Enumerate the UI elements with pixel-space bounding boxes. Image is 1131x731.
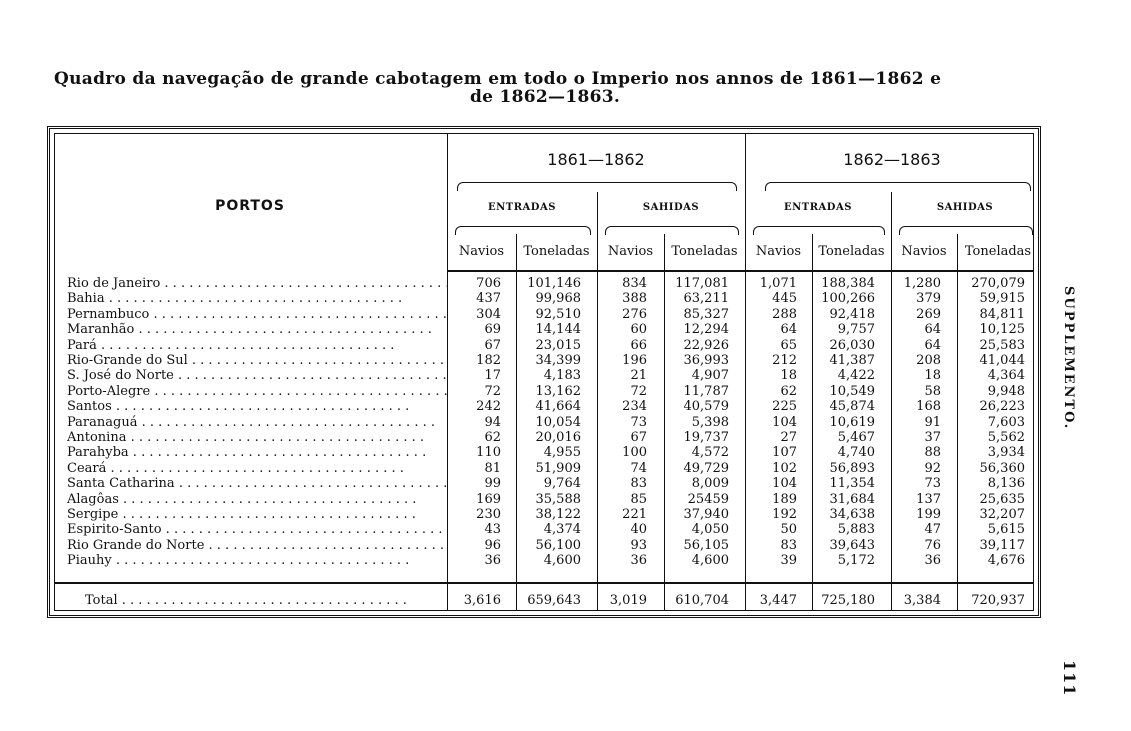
table-cell: 4,050 <box>691 522 729 538</box>
table-cell: 10,125 <box>979 322 1025 338</box>
table-cell: 168 <box>916 399 941 415</box>
col-toneladas: Toneladas <box>671 244 738 259</box>
table-cell: 834 <box>622 276 647 291</box>
table-cell: 4,676 <box>987 553 1025 569</box>
table-cell: 39,643 <box>829 537 875 553</box>
table-cell: 31,684 <box>829 491 875 507</box>
table-cell: 73 <box>924 476 941 492</box>
table-cell: 38,122 <box>535 507 581 522</box>
port-name: S. José do Norte . . . <box>67 368 447 383</box>
title-line-1: Quadro da navegação de grande cabotagem em todo o Imperio nos annos de 1861—1862 e <box>54 69 942 89</box>
table-cell: 41,664 <box>535 399 581 415</box>
table-cell: 10,054 <box>535 414 581 430</box>
table-cell: 56,360 <box>979 460 1025 476</box>
p1-entradas-label: ENTRADAS <box>488 202 556 213</box>
port-name: Antonina . . . <box>67 430 447 445</box>
table-cell: 92 <box>924 460 941 476</box>
table-row <box>55 399 1033 414</box>
page-number: 111 <box>1060 660 1079 697</box>
col-navios: Navios <box>607 244 654 259</box>
table-cell: 62 <box>780 383 797 399</box>
total-cell: 3,616 <box>463 593 501 608</box>
table-cell: 56,100 <box>535 537 581 553</box>
table-cell: 5,562 <box>987 430 1025 445</box>
table-cell: 22,926 <box>683 337 729 353</box>
brace <box>899 226 1033 235</box>
p2-sahidas-label: SAHIDAS <box>936 202 994 213</box>
table-cell: 4,907 <box>691 368 729 384</box>
table-cell: 14,144 <box>535 322 581 338</box>
table-cell: 270,079 <box>971 276 1025 291</box>
table-row <box>55 322 1033 337</box>
col-toneladas: Toneladas <box>523 244 590 259</box>
table-cell: 20,016 <box>535 430 581 445</box>
period-1-brace <box>457 182 737 191</box>
port-name: Maranhão . . . <box>67 322 447 337</box>
table-cell: 276 <box>622 306 647 322</box>
table-cell: 388 <box>622 291 647 307</box>
table-cell: 96 <box>484 537 501 553</box>
table-cell: 104 <box>772 414 797 430</box>
table-cell: 69 <box>484 322 501 338</box>
table-cell: 37 <box>924 430 941 445</box>
table-cell: 81 <box>484 460 501 476</box>
table-cell: 9,948 <box>987 383 1025 399</box>
table-cell: 72 <box>484 383 501 399</box>
table-row <box>55 291 1033 306</box>
table-cell: 221 <box>622 507 647 522</box>
table-cell: 269 <box>916 306 941 322</box>
portos-header: PORTOS <box>215 198 285 214</box>
table-cell: 5,615 <box>987 522 1025 538</box>
table-cell: 25,583 <box>979 337 1025 353</box>
total-cell: 3,384 <box>903 593 941 608</box>
table-row <box>55 338 1033 353</box>
table-cell: 64 <box>924 337 941 353</box>
table-row <box>55 461 1033 476</box>
table-cell: 32,207 <box>979 507 1025 522</box>
table-row <box>55 415 1033 430</box>
table-cell: 4,364 <box>987 368 1025 384</box>
table-cell: 39,117 <box>979 537 1025 553</box>
title-line-2: de 1862—1863. <box>470 87 621 107</box>
table-cell: 5,883 <box>837 522 875 538</box>
table-cell: 60 <box>630 322 647 338</box>
table-cell: 74 <box>630 460 647 476</box>
table-cell: 64 <box>924 322 941 338</box>
supplement-side-label: SUPPLEMENTO. <box>1061 286 1076 431</box>
total-row <box>55 591 1033 611</box>
table-cell: 21 <box>630 368 647 384</box>
table-cell: 23,015 <box>535 337 581 353</box>
table-cell: 304 <box>476 306 501 322</box>
table-row <box>55 276 1033 291</box>
table-cell: 117,081 <box>675 276 729 291</box>
table-body <box>54 133 1034 611</box>
table-cell: 25459 <box>687 491 729 507</box>
table-cell: 58 <box>924 383 941 399</box>
total-cell: 3,019 <box>609 593 647 608</box>
table-cell: 212 <box>772 353 797 368</box>
table-cell: 12,294 <box>683 322 729 338</box>
table-cell: 99,968 <box>535 291 581 307</box>
port-name: Pernambuco . . . <box>67 307 447 322</box>
table-cell: 37,940 <box>683 507 729 522</box>
table-cell: 34,638 <box>829 507 875 522</box>
table-cell: 4,374 <box>543 522 581 538</box>
table-cell: 4,740 <box>837 445 875 461</box>
table-cell: 83 <box>780 537 797 553</box>
table-cell: 94 <box>484 414 501 430</box>
page-title <box>54 70 1044 106</box>
table-cell: 10,619 <box>829 414 875 430</box>
port-name: Alagôas . . . <box>67 492 447 507</box>
port-name: Piauhy . . . <box>67 553 447 568</box>
total-cell: 610,704 <box>675 593 729 608</box>
port-name: Rio-Grande do Sul . . . <box>67 353 447 368</box>
table-cell: 63,211 <box>683 291 729 307</box>
table-cell: 11,354 <box>829 476 875 492</box>
table-cell: 11,787 <box>683 383 729 399</box>
table-cell: 18 <box>924 368 941 384</box>
table-cell: 445 <box>772 291 797 307</box>
table-cell: 34,399 <box>535 353 581 368</box>
table-row <box>55 553 1033 568</box>
table-cell: 56,893 <box>829 460 875 476</box>
table-cell: 26,030 <box>829 337 875 353</box>
port-name: Ceará . . . <box>67 461 447 476</box>
table-cell: 36,993 <box>683 353 729 368</box>
table-cell: 7,603 <box>987 414 1025 430</box>
table-cell: 59,915 <box>979 291 1025 307</box>
table-cell: 25,635 <box>979 491 1025 507</box>
col-navios: Navios <box>458 244 505 259</box>
table-cell: 379 <box>916 291 941 307</box>
table-cell: 9,764 <box>543 476 581 492</box>
table-row <box>55 476 1033 491</box>
table-cell: 40,579 <box>683 399 729 415</box>
header-rule <box>447 270 1033 272</box>
table-cell: 208 <box>916 353 941 368</box>
table-cell: 8,009 <box>691 476 729 492</box>
table-cell: 85,327 <box>683 306 729 322</box>
table-cell: 93 <box>630 537 647 553</box>
brace <box>753 226 885 235</box>
table-cell: 65 <box>780 337 797 353</box>
table-row <box>55 307 1033 322</box>
p1-sahidas-label: SAHIDAS <box>642 202 700 213</box>
total-cell: 659,643 <box>527 593 581 608</box>
table-cell: 4,600 <box>691 553 729 569</box>
table-row <box>55 445 1033 460</box>
table-cell: 4,600 <box>543 553 581 569</box>
table-cell: 189 <box>772 491 797 507</box>
col-toneladas: Toneladas <box>818 244 885 259</box>
table-cell: 100 <box>622 445 647 461</box>
brace <box>605 226 739 235</box>
table-cell: 91 <box>924 414 941 430</box>
table-cell: 40 <box>630 522 647 538</box>
table-row <box>55 538 1033 553</box>
table-cell: 26,223 <box>979 399 1025 415</box>
table-cell: 92,510 <box>535 306 581 322</box>
col-navios: Navios <box>901 244 947 259</box>
table-row <box>55 430 1033 445</box>
table-cell: 39 <box>780 553 797 569</box>
port-name: Paranaguá . . . <box>67 415 447 430</box>
table-cell: 19,737 <box>683 430 729 445</box>
total-cell: 720,937 <box>971 593 1025 608</box>
port-name: Pará . . . <box>67 338 447 353</box>
table-cell: 1,071 <box>759 276 797 291</box>
table-cell: 35,588 <box>535 491 581 507</box>
table-cell: 192 <box>772 507 797 522</box>
table-cell: 101,146 <box>527 276 581 291</box>
table-cell: 64 <box>780 322 797 338</box>
table-cell: 36 <box>630 553 647 569</box>
port-name: Sergipe . . . <box>67 507 447 522</box>
table-cell: 437 <box>476 291 501 307</box>
table-cell: 88 <box>924 445 941 461</box>
table-cell: 234 <box>622 399 647 415</box>
table-cell: 18 <box>780 368 797 384</box>
port-name: Porto-Alegre . . . <box>67 384 447 399</box>
navigation-table <box>47 126 1041 618</box>
table-cell: 92,418 <box>829 306 875 322</box>
table-cell: 51,909 <box>535 460 581 476</box>
table-cell: 17 <box>484 368 501 384</box>
table-cell: 1,280 <box>903 276 941 291</box>
total-rule <box>55 582 1033 584</box>
total-cell: 3,447 <box>759 593 797 608</box>
port-name: Rio Grande do Norte . . . <box>67 538 447 553</box>
port-name: Santos . . . <box>67 399 447 414</box>
table-cell: 62 <box>484 430 501 445</box>
table-cell: 45,874 <box>829 399 875 415</box>
table-cell: 36 <box>924 553 941 569</box>
table-cell: 67 <box>630 430 647 445</box>
table-cell: 5,398 <box>691 414 729 430</box>
table-row <box>55 507 1033 522</box>
table-cell: 104 <box>772 476 797 492</box>
table-cell: 199 <box>916 507 941 522</box>
table-cell: 182 <box>476 353 501 368</box>
table-cell: 110 <box>476 445 501 461</box>
port-name: Espirito-Santo . . . <box>67 522 447 537</box>
port-name: Parahyba . . . <box>67 445 447 460</box>
period-1-label: 1861—1862 <box>547 150 645 169</box>
table-cell: 56,105 <box>683 537 729 553</box>
table-cell: 76 <box>924 537 941 553</box>
table-row <box>55 522 1033 537</box>
table-cell: 169 <box>476 491 501 507</box>
table-cell: 5,467 <box>837 430 875 445</box>
table-cell: 137 <box>916 491 941 507</box>
table-cell: 50 <box>780 522 797 538</box>
table-cell: 72 <box>630 383 647 399</box>
period-2-label: 1862—1863 <box>843 150 941 169</box>
table-cell: 4,183 <box>543 368 581 384</box>
period-2-brace <box>765 182 1031 191</box>
table-cell: 85 <box>630 491 647 507</box>
table-cell: 242 <box>476 399 501 415</box>
table-cell: 5,172 <box>837 553 875 569</box>
table-cell: 4,572 <box>691 445 729 461</box>
table-cell: 84,811 <box>979 306 1025 322</box>
table-cell: 73 <box>630 414 647 430</box>
table-cell: 3,934 <box>987 445 1025 461</box>
table-cell: 8,136 <box>987 476 1025 492</box>
port-name: Rio de Janeiro . . . <box>67 276 447 291</box>
table-cell: 66 <box>630 337 647 353</box>
table-cell: 10,549 <box>829 383 875 399</box>
table-cell: 49,729 <box>683 460 729 476</box>
port-name: Santa Catharina . . . <box>67 476 447 491</box>
table-row <box>55 353 1033 368</box>
total-label: Total . . . . . . . . . . . . . . . . . . . . . . . . . . . . . . . . . . . <box>85 593 407 608</box>
table-cell: 67 <box>484 337 501 353</box>
table-cell: 188,384 <box>821 276 875 291</box>
table-cell: 83 <box>630 476 647 492</box>
table-cell: 706 <box>476 276 501 291</box>
table-cell: 41,387 <box>829 353 875 368</box>
table-cell: 27 <box>780 430 797 445</box>
table-cell: 13,162 <box>535 383 581 399</box>
table-cell: 288 <box>772 306 797 322</box>
table-cell: 43 <box>484 522 501 538</box>
port-name: Bahia . . . <box>67 291 447 306</box>
col-toneladas: Toneladas <box>964 244 1032 259</box>
table-cell: 107 <box>772 445 797 461</box>
table-cell: 100,266 <box>821 291 875 307</box>
col-navios: Navios <box>755 244 802 259</box>
total-cell: 725,180 <box>821 593 875 608</box>
table-cell: 47 <box>924 522 941 538</box>
table-cell: 9,757 <box>837 322 875 338</box>
table-cell: 102 <box>772 460 797 476</box>
table-cell: 36 <box>484 553 501 569</box>
table-cell: 4,955 <box>543 445 581 461</box>
table-cell: 225 <box>772 399 797 415</box>
table-cell: 196 <box>622 353 647 368</box>
table-cell: 4,422 <box>837 368 875 384</box>
table-row <box>55 368 1033 383</box>
table-row <box>55 492 1033 507</box>
table-cell: 230 <box>476 507 501 522</box>
p2-entradas-label: ENTRADAS <box>784 202 852 213</box>
table-cell: 99 <box>484 476 501 492</box>
brace <box>455 226 591 235</box>
table-row <box>55 384 1033 399</box>
table-cell: 41,044 <box>979 353 1025 368</box>
